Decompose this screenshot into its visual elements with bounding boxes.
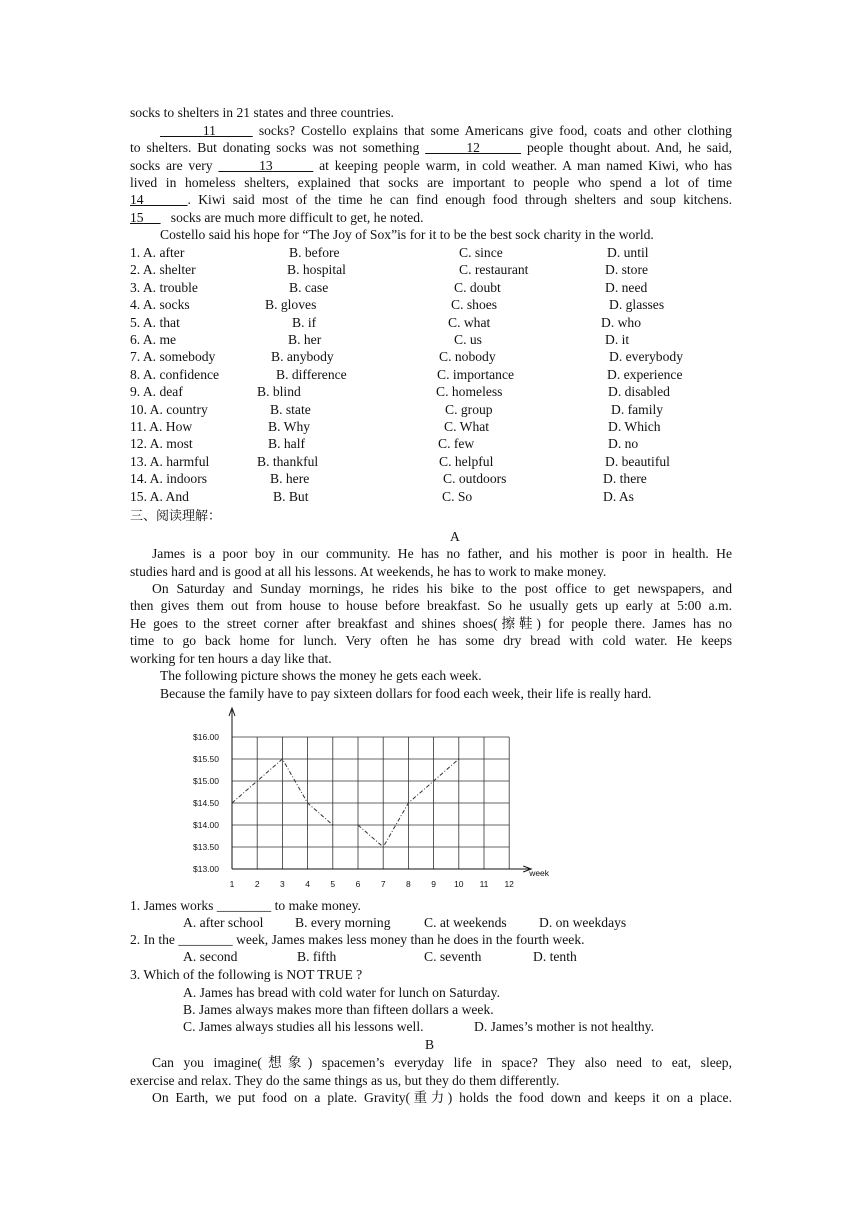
x-tick-label: 8 [406,879,411,889]
y-tick-label: $13.00 [193,864,219,874]
question-option: B. every morning [295,915,391,930]
question-option: A. James has bread with cold water for lunch on Saturday. [183,985,500,1000]
cloze-option: D. there [603,471,647,487]
cloze-option: C. nobody [439,349,496,365]
cloze-option: D. no [608,436,639,452]
passage-b-label: B [425,1037,435,1052]
passage-b-line: exercise and relax. They do the same things as us, but they do them differently. [130,1073,560,1088]
x-tick-label: 10 [454,879,464,889]
cloze-option-row-start: 9. A. deaf [130,384,183,400]
cloze-option: D. As [603,488,634,504]
question-option: D. on weekdays [539,915,627,930]
x-tick-label: 11 [479,879,489,889]
cloze-option: C. restaurant [459,262,529,278]
passage-a-line: On Saturday and Sunday mornings, he rides his bike to the post office to get newspapers, and [152,581,732,596]
earnings-line-chart [180,704,580,896]
cloze-option: D. family [611,401,664,417]
cloze-option: B. half [268,436,305,452]
passage-b-line: Can you imagine(想象) spacemen’s everyday life in space? They also need to eat, sleep, [152,1055,732,1070]
y-tick-label: $14.00 [193,820,219,830]
cloze-option: C. what [448,314,491,330]
passage-a-line: The following picture shows the money he gets each week. [160,668,482,683]
cloze-option: C. few [438,436,475,452]
y-tick-label: $16.00 [193,732,219,742]
cloze-option-row-start: 11. A. How [130,419,193,434]
cloze-option: D. beautiful [605,453,670,469]
cloze-line: to shelters. But donating socks was not something 12 people thought about. And, he said, [130,140,732,155]
question-option: B. fifth [297,949,337,964]
cloze-option: B. if [292,314,317,330]
passage-a-line: time to go back home for lunch. Very often he has some dry bread with cold water. He keeps [130,633,732,648]
blank-14: 14 [130,192,144,207]
cloze-option: C. helpful [439,453,494,469]
passage-a-line: Because the family have to pay sixteen dollars for food each week, their life is really hard. [160,686,652,701]
cloze-option-row-start: 15. A. And [130,488,189,504]
cloze-option-row-start: 8. A. confidence [130,366,220,382]
passage-a-line: working for ten hours a day like that. [130,651,332,666]
x-tick-label: 5 [330,879,336,889]
x-tick-label: 6 [355,879,361,889]
cloze-option-row-start: 10. A. country [130,401,208,417]
question-option: C. at weekends [424,915,507,930]
question-option: A. second [183,949,238,964]
cloze-option: D. disabled [608,384,670,400]
cloze-option-row-start: 14. A. indoors [130,471,208,487]
y-tick-label: $15.00 [193,776,219,786]
x-axis-label: week [529,868,550,878]
cloze-option: D. Which [608,419,661,434]
cloze-option: B. case [289,279,329,295]
cloze-line: lived in homeless shelters, explained that socks are important to people who spend a lot of time [130,175,732,190]
y-tick-label: $13.50 [193,842,219,852]
cloze-option: C. us [454,332,482,347]
question-stem: 3. Which of the following is NOT TRUE ? [130,967,363,982]
cloze-option: C. since [459,245,503,260]
cloze-line: 14 . Kiwi said most of the time he can find enough food through shelters and soup kitchens. [130,192,732,207]
cloze-line: socks to shelters in 21 states and three countries. [130,105,394,120]
x-tick-label: 4 [305,879,310,889]
cloze-option: B. But [273,488,309,504]
cloze-option: B. anybody [271,349,334,365]
x-tick-label: 9 [431,879,436,889]
cloze-option: D. it [605,332,630,347]
cloze-option: B. blind [257,384,301,400]
cloze-option-row-start: 12. A. most [130,436,193,452]
cloze-option: D. who [601,314,642,330]
cloze-option: C. What [444,419,490,434]
cloze-line: 15 socks are much more difficult to get, he noted. [130,210,424,225]
cloze-option: B. here [270,471,310,487]
question-option: C. seventh [424,949,482,964]
blank-11: 11 [202,123,216,138]
cloze-option-row-start: 13. A. harmful [130,453,210,469]
passage-b-line: On Earth, we put food on a plate. Gravity(重力) holds the food down and keeps it on a place. [152,1090,732,1105]
cloze-option-row-start: 4. A. socks [130,297,190,313]
passage-a-label: A [450,529,460,544]
cloze-option: C. importance [437,366,515,382]
question-option: B. James always makes more than fifteen dollars a week. [183,1002,494,1017]
cloze-option-row-start: 6. A. me [130,332,177,347]
cloze-option-row-start: 5. A. that [130,314,180,330]
question-option: A. after school [183,915,264,930]
cloze-line: socks are very 13 at keeping people warm, in cold weather. A man named Kiwi, who has [130,158,732,173]
question-option: C. James always studies all his lessons well. [183,1019,424,1034]
x-tick-label: 3 [280,879,285,889]
cloze-option-row-start: 7. A. somebody [130,349,216,365]
cloze-option: B. Why [268,419,311,434]
blank-15: 15 [130,210,144,225]
cloze-option: D. need [605,279,648,295]
cloze-option: B. gloves [265,297,317,313]
cloze-option: D. glasses [609,297,665,313]
x-tick-label: 1 [229,879,235,889]
question-option: D. tenth [533,949,577,964]
cloze-option: B. difference [276,366,347,382]
section-heading: 三、阅读理解： [130,509,222,524]
question-option: D. James’s mother is not healthy. [474,1019,654,1034]
cloze-option: B. her [288,332,322,347]
question-stem: 1. James works ________ to make money. [130,898,361,913]
passage-a-line: then gives them out from house to house before breakfast. So he usually gets up early at 5:00 a.m. [130,598,732,613]
passage-a-line: He goes to the street corner after breakfast and shines shoes(擦鞋) for people there. James has no [130,616,732,631]
x-tick-label: 12 [504,879,514,889]
y-tick-label: $14.50 [193,798,219,808]
cloze-option: D. experience [607,366,683,382]
cloze-option: C. outdoors [443,471,507,487]
cloze-option-row-start: 2. A. shelter [130,262,196,278]
blank-13: 13 [259,158,273,173]
passage-a-line: James is a poor boy in our community. He has no father, and his mother is poor in health. He [152,546,732,561]
blank-12: 12 [466,140,480,155]
cloze-option: C. So [442,488,473,504]
cloze-option-row-start: 1. A. after [130,245,185,260]
cloze-line: 11 socks? Costello explains that some Americans give food, coats and other clothing [130,122,732,139]
cloze-option: D. until [607,245,649,260]
cloze-option: C. doubt [454,279,501,295]
question-stem: 2. In the ________ week, James makes less money than he does in the fourth week. [130,932,585,947]
cloze-option: B. thankful [257,453,319,469]
x-tick-label: 7 [380,879,386,889]
cloze-option: B. before [289,245,340,260]
cloze-option: D. store [605,262,649,278]
cloze-option: C. group [445,401,493,417]
cloze-option: C. shoes [451,297,498,313]
cloze-option-row-start: 3. A. trouble [130,279,198,295]
y-tick-label: $15.50 [193,754,219,764]
passage-a-line: studies hard and is good at all his lessons. At weekends, he has to work to make money. [130,564,607,579]
x-tick-label: 2 [254,879,260,889]
cloze-option: C. homeless [436,384,503,400]
cloze-option: B. hospital [287,262,346,278]
cloze-option: D. everybody [609,349,683,365]
cloze-line: Costello said his hope for “The Joy of Sox”is for it to be the best sock charity in the world. [160,227,654,242]
cloze-option: B. state [270,401,311,417]
